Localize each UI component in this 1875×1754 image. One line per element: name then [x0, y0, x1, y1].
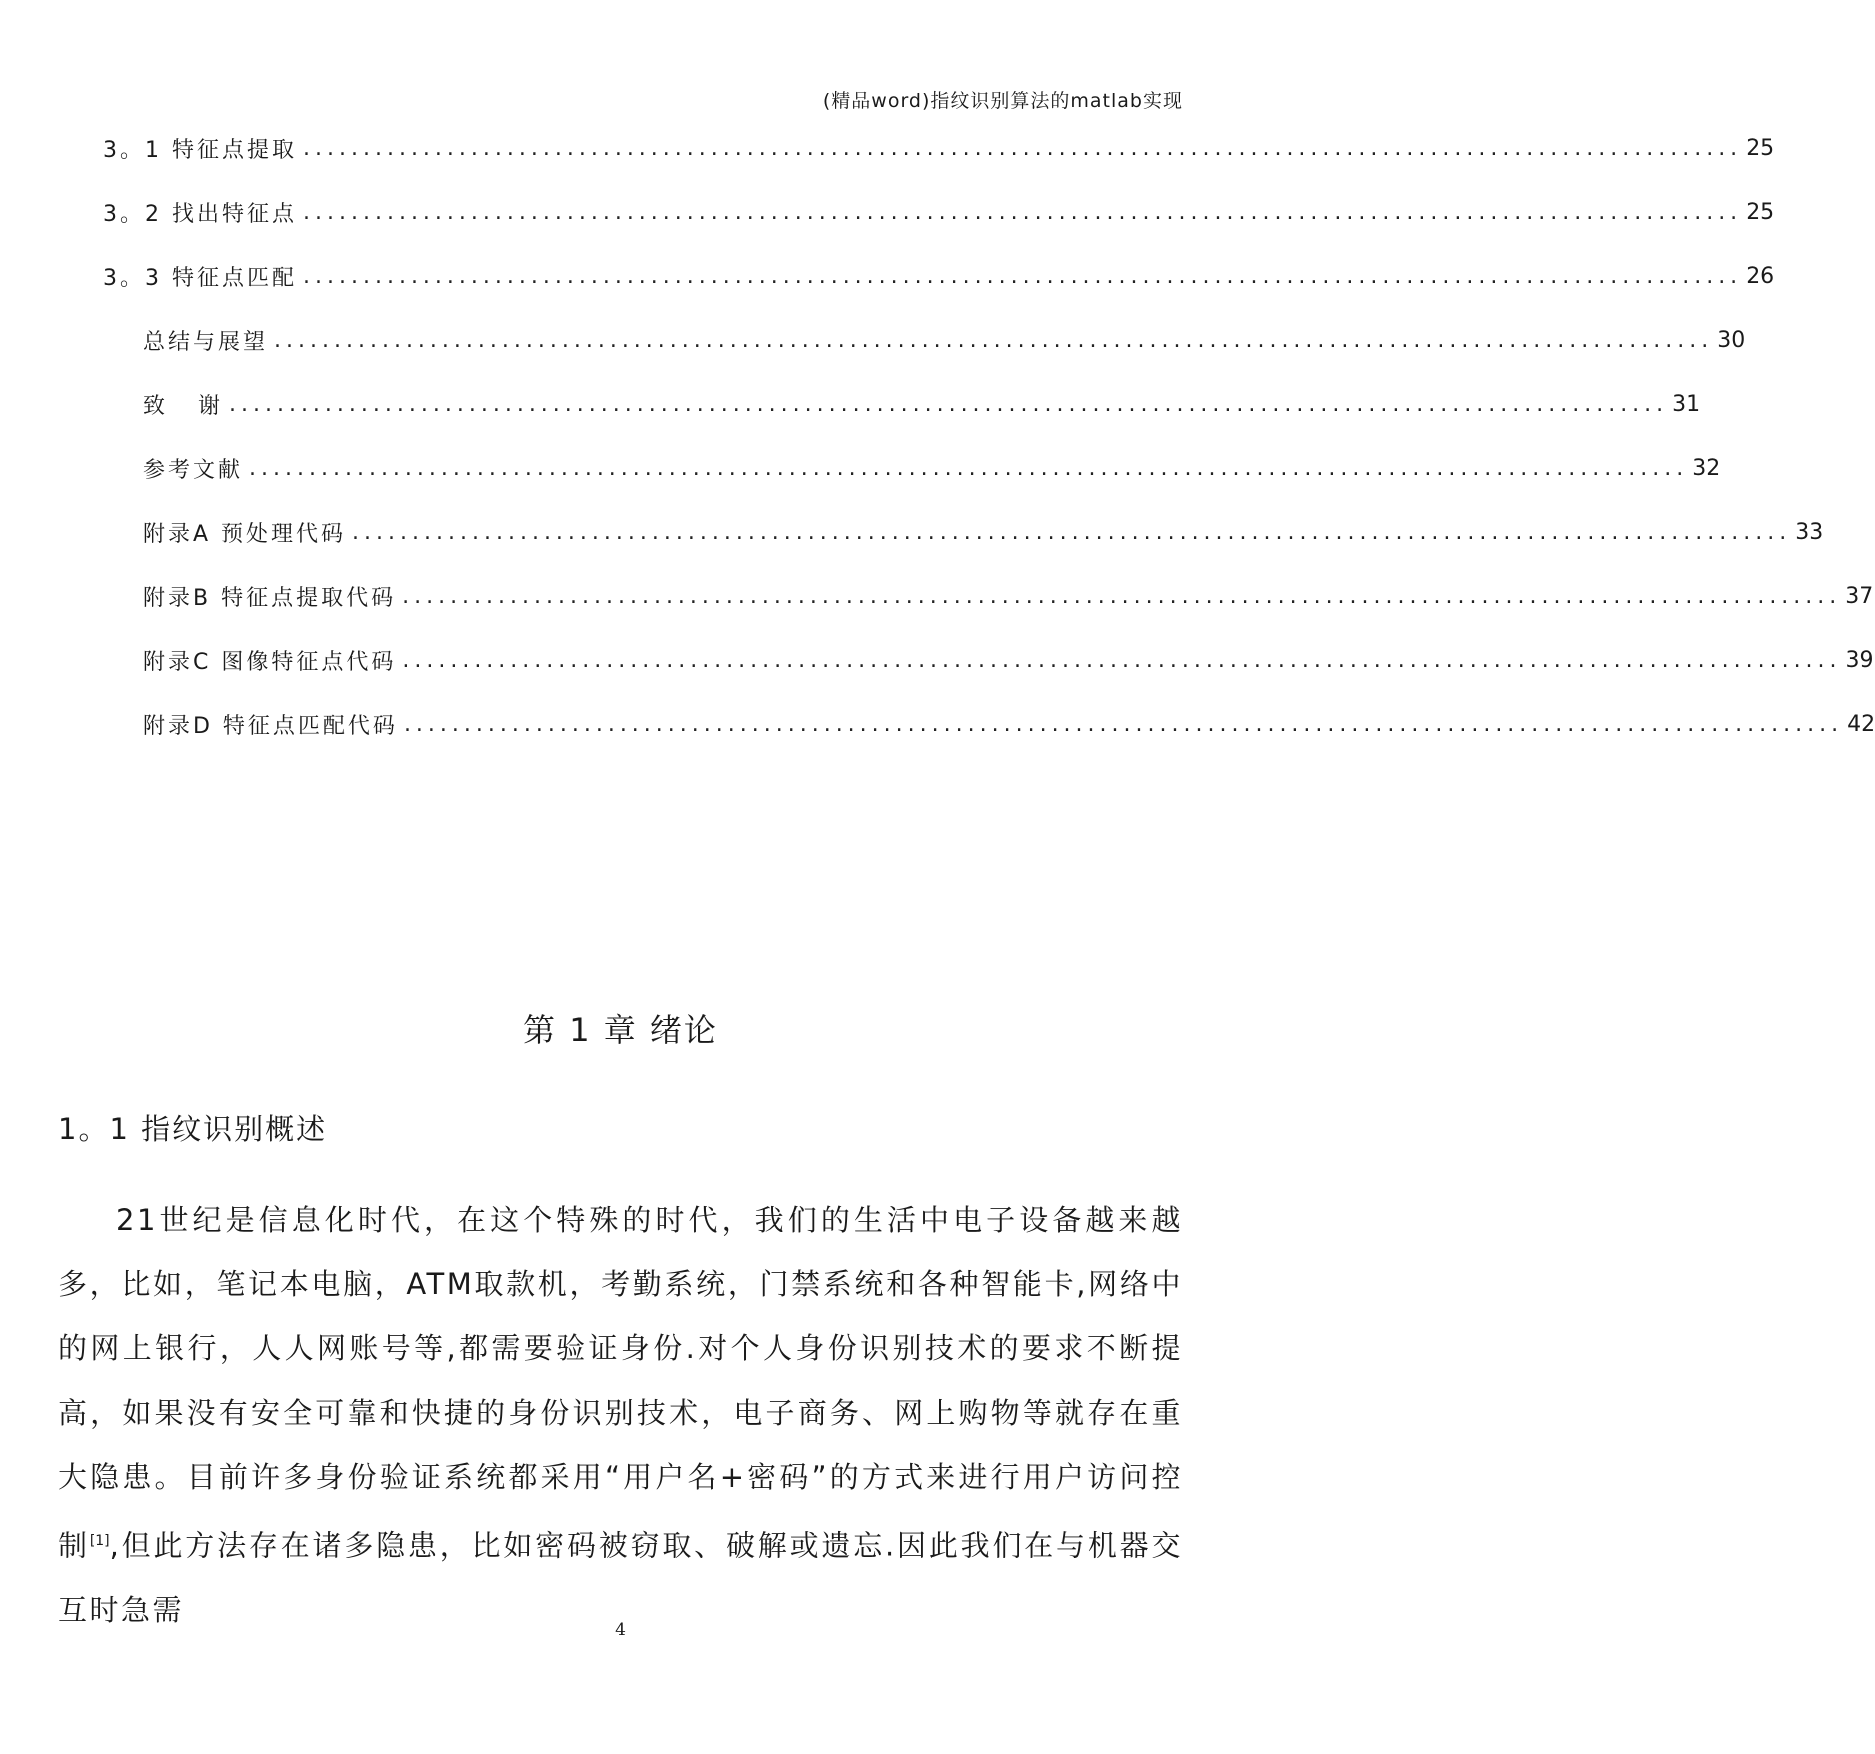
toc-entry[interactable] [143, 512, 1824, 552]
paragraph-text-continued: ,但此方法存在诸多隐患，比如密码被窃取、破解或遗忘.因此我们在与机器交互时急需 [58, 1528, 1183, 1627]
toc-entry[interactable] [143, 384, 1701, 424]
toc-entry-title: 参考文献 [143, 457, 244, 483]
toc-dot-leader: ........................................................................................................................ [274, 327, 1714, 353]
toc-entry-page: 25 [1746, 199, 1775, 225]
toc-entry-page: 26 [1746, 263, 1775, 289]
toc-entry-page: 32 [1692, 455, 1721, 481]
toc-entry-title: 附录B 特征点提取代码 [143, 585, 397, 611]
page-number: 4 [615, 1620, 626, 1640]
toc-entry-title: 附录C 图像特征点代码 [143, 649, 397, 675]
toc-dot-leader: ........................................................................................................................ [249, 455, 1689, 481]
toc-entry-page: 37 [1845, 583, 1874, 609]
paragraph-text: 21世纪是信息化时代，在这个特殊的时代，我们的生活中电子设备越来越多，比如，笔记本电脑，ATM取款机，考勤系统，门禁系统和各种智能卡,网络中的网上银行，人人网账号等,都需要验证身份.对个人身份识别技术的要求不断提高，如果没有安全可靠和快捷的身份识别技术，电子商务、网上购物等就存在重大隐患。目前许多身份验证系统都采用“用户名+密码”的方式来进行用户访问控制 [58, 1203, 1183, 1563]
toc-entry-title: 致 谢 [143, 393, 223, 419]
section-title: 1。1 指纹识别概述 [58, 1112, 328, 1146]
toc-entry[interactable] [143, 704, 1875, 744]
toc-entry-page: 42 [1847, 711, 1875, 737]
toc-entry-page: 33 [1795, 519, 1824, 545]
toc-entry-page: 30 [1717, 327, 1746, 353]
toc-entry[interactable] [143, 448, 1721, 488]
chapter-title: 第 1 章 绪论 [523, 1011, 718, 1049]
toc-dot-leader: ........................................................................................................................ [228, 391, 1669, 417]
toc-dot-leader: ........................................................................................................................ [403, 711, 1844, 737]
citation-marker[interactable]: [1] [89, 1533, 110, 1550]
toc-entry[interactable] [103, 128, 1775, 168]
toc-entry-title: 3。3 特征点匹配 [103, 265, 297, 291]
toc-dot-leader: ........................................................................................................................ [402, 647, 1842, 673]
toc-entry-title: 3。2 找出特征点 [103, 201, 297, 227]
document-header-note: (精品word)指纹识别算法的matlab实现 [822, 90, 1183, 112]
toc-entry[interactable] [143, 576, 1874, 616]
toc-entry-title: 附录A 预处理代码 [143, 521, 347, 547]
toc-entry-page: 39 [1845, 647, 1874, 673]
toc-dot-leader: ........................................................................................................................ [402, 583, 1842, 609]
toc-entry[interactable] [143, 640, 1874, 680]
toc-dot-leader: ........................................................................................................................ [303, 263, 1743, 289]
toc-dot-leader: ........................................................................................................................ [303, 199, 1743, 225]
toc-entry-title: 3。1 特征点提取 [103, 137, 297, 163]
toc-entry-title: 总结与展望 [143, 329, 269, 355]
toc-entry[interactable] [143, 320, 1746, 360]
toc-dot-leader: ........................................................................................................................ [303, 135, 1743, 161]
toc-entry-title: 附录D 特征点匹配代码 [143, 713, 398, 739]
toc-entry-page: 25 [1746, 135, 1775, 161]
toc-entry[interactable] [103, 192, 1775, 232]
toc-entry-page: 31 [1672, 391, 1701, 417]
toc-entry[interactable] [103, 256, 1775, 296]
toc-dot-leader: ........................................................................................................................ [352, 519, 1792, 545]
body-paragraph [58, 1188, 1183, 1642]
